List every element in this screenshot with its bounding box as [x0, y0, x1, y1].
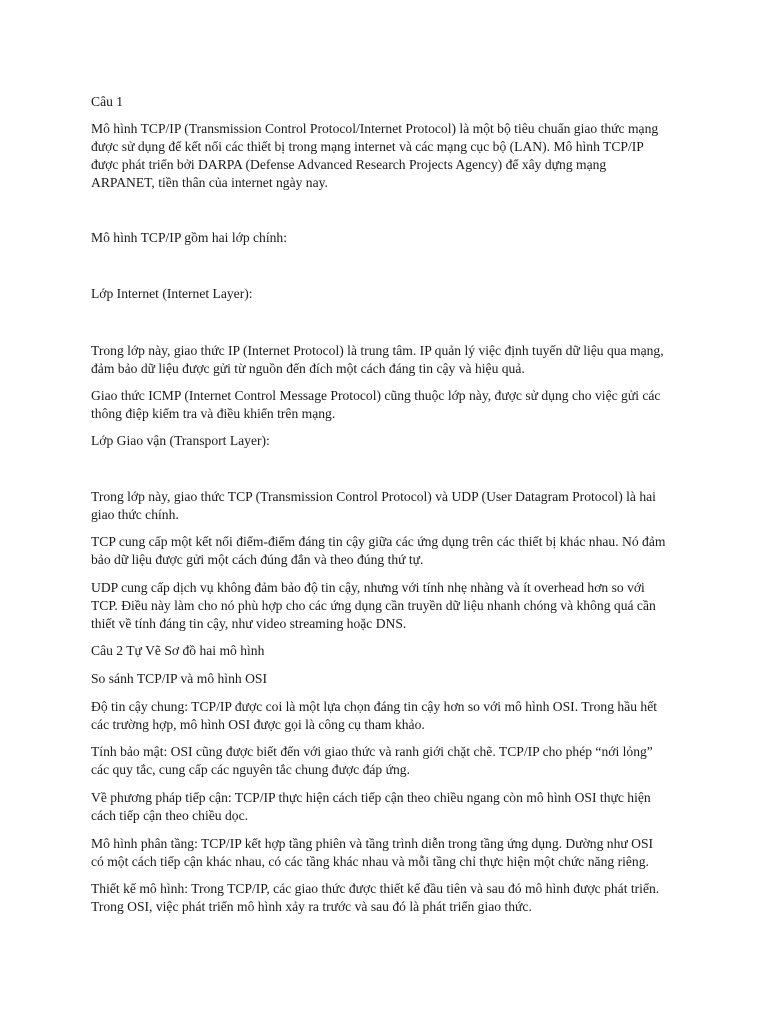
security-paragraph: Tính bảo mật: OSI cũng được biết đến với giao thức và ranh giới chặt chẽ. TCP/IP cho phép “nới lỏng” các quy tắc, cung cấp các nguyên tắc chung được đáp ứng.: [91, 744, 653, 777]
question-2-heading: Câu 2 Tự Vẽ Sơ đồ hai mô hình: [91, 643, 265, 658]
udp-paragraph: UDP cung cấp dịch vụ không đảm bảo độ tin cậy, nhưng với tính nhẹ nhàng và ít overhead hơn so với TCP. Điều này làm cho nó phù hợp cho các ứng dụng cần truyền dữ liệu nhanh chóng và không quá cần thiết về tính đáng tin cậy, như video streaming hoặc DNS.: [91, 580, 656, 631]
tcpip-intro-paragraph: Mô hình TCP/IP (Transmission Control Protocol/Internet Protocol) là một bộ tiêu chuẩn giao thức mạng được sử dụng để kết nối các thiết bị trong mạng internet và các mạng cục bộ (LAN). Mô hình TCP/IP được phát triển bởi DARPA (Defense Advanced Research Projects Agency) để xây dựng mạng ARPANET, tiền thân của internet ngày nay.: [91, 121, 659, 190]
reliability-paragraph: Độ tin cậy chung: TCP/IP được coi là một lựa chọn đáng tin cậy hơn so với mô hình OSI. Trong hầu hết các trường hợp, mô hình OSI được gọi là công cụ tham khảo.: [91, 699, 658, 732]
two-layers-paragraph: Mô hình TCP/IP gồm hai lớp chính:: [91, 230, 288, 245]
internet-layer-heading: Lớp Internet (Internet Layer):: [91, 286, 253, 301]
transport-layer-heading: Lớp Giao vận (Transport Layer):: [91, 433, 270, 448]
layering-paragraph: Mô hình phân tầng: TCP/IP kết hợp tầng phiên và tầng trình diễn trong tầng ứng dụng. Dường như OSI có một cách tiếp cận khác nhau, có các tầng khác nhau và mỗi tầng chỉ thực hiện một chức năng riêng.: [91, 836, 654, 869]
question-1-heading: Câu 1: [91, 94, 124, 109]
approach-paragraph: Về phương pháp tiếp cận: TCP/IP thực hiện cách tiếp cận theo chiều ngang còn mô hình OSI thực hiện cách tiếp cận theo chiều dọc.: [91, 790, 651, 823]
model-design-paragraph: Thiết kế mô hình: Trong TCP/IP, các giao thức được thiết kế đầu tiên và sau đó mô hình được phát triển. Trong OSI, việc phát triển mô hình xảy ra trước và sau đó là phát triển giao thức.: [91, 881, 660, 914]
comparison-heading: So sánh TCP/IP và mô hình OSI: [91, 671, 267, 686]
ip-paragraph: Trong lớp này, giao thức IP (Internet Protocol) là trung tâm. IP quản lý việc định tuyến dữ liệu qua mạng, đảm bảo dữ liệu được gửi từ nguồn đến đích một cách đáng tin cậy và hiệu quả.: [91, 343, 664, 376]
tcp-paragraph: TCP cung cấp một kết nối điểm-điểm đáng tin cậy giữa các ứng dụng trên các thiết bị khác nhau. Nó đảm bảo dữ liệu được gửi một cách đúng đắn và theo đúng thứ tự.: [91, 534, 666, 567]
icmp-paragraph: Giao thức ICMP (Internet Control Message Protocol) cũng thuộc lớp này, được sử dụng cho việc gửi các thông điệp kiểm tra và điều khiển trên mạng.: [91, 388, 661, 421]
tcp-udp-paragraph: Trong lớp này, giao thức TCP (Transmission Control Protocol) và UDP (User Datagram Protocol) là hai giao thức chính.: [91, 489, 656, 522]
